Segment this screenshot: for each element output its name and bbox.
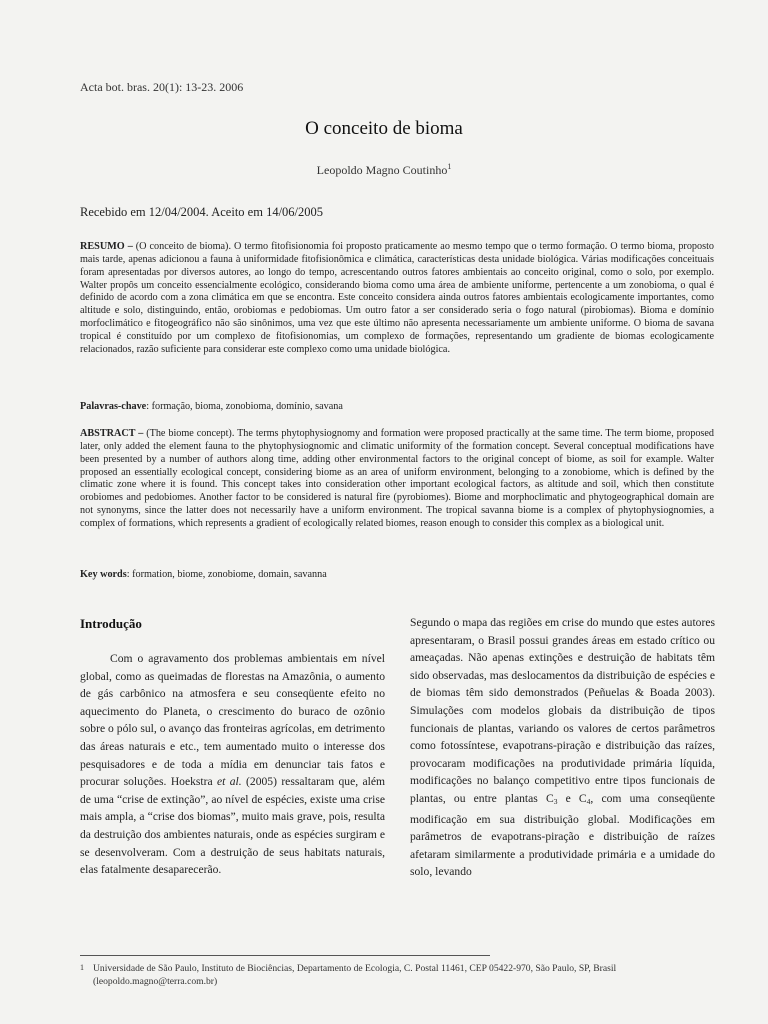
intro-left-text-1: Com o agravamento dos problemas ambientais em nível global, como as queimadas de florestas na Amazônia, o aumento de gás carbônico na atmosfera e seu conseqüente efeito no aquecimento do Planeta, o crescimento do buraco de ozônio sobre o pólo sul, o avanço das fronteiras agrícolas, em detrimento das áreas naturais e etc., tem aumentado muito o interesse dos pesquisadores e de toda a mídia em denunciar tais fatos e procurar soluções. Hoekstra bbox=[80, 652, 385, 789]
resumo-label: RESUMO – bbox=[80, 241, 133, 252]
subscript-c3: 3 bbox=[553, 796, 558, 806]
palavras-chave-text: : formação, bioma, zonobioma, domínio, savana bbox=[146, 401, 343, 412]
journal-reference: Acta bot. bras. 20(1): 13-23. 2006 bbox=[80, 80, 244, 94]
subscript-c4: 4 bbox=[586, 796, 591, 806]
palavras-chave-line bbox=[80, 401, 714, 414]
abstract-label: ABSTRACT – bbox=[80, 428, 144, 439]
et-al: et al. bbox=[217, 775, 242, 789]
author-line bbox=[0, 162, 768, 178]
key-words-label: Key words bbox=[80, 569, 127, 580]
paper-title: O conceito de bioma bbox=[305, 118, 463, 139]
intro-paragraph-continued bbox=[410, 614, 715, 881]
resumo-paragraph bbox=[80, 241, 714, 357]
key-words-text: : formation, biome, zonobiome, domain, savanna bbox=[126, 569, 327, 580]
footnote-divider bbox=[80, 955, 490, 956]
palavras-chave-label: Palavras-chave bbox=[80, 401, 147, 412]
intro-paragraph bbox=[80, 650, 385, 879]
intro-right-text-mid: e C bbox=[557, 791, 587, 805]
footnote bbox=[80, 962, 714, 988]
section-heading-introducao: Introdução bbox=[80, 616, 142, 631]
intro-right-text-2: , com uma conseqüente modificação em sua distribuição global. Modificações em parâmetros de evapotrans-piração e distribuição de raízes afetaram similarmente a produtividade primária e a umidade do solo, levando bbox=[410, 791, 715, 879]
intro-right-column bbox=[410, 614, 715, 881]
author-footnote-mark: 1 bbox=[447, 162, 452, 171]
footnote-mark: 1 bbox=[80, 963, 84, 972]
resumo-text: (O conceito de bioma). O termo fitofisionomia foi proposto praticamente ao mesmo tempo que o termo formação. O termo bioma, proposto mais tarde, apenas adicionou a fauna à uniformidade fitofisionômica e climática, características desta unidade biológica. Várias modificações conceituais foram apresentadas por diversos autores, ao longo do tempo, acrescentando outros fatores ambientais ao conceito original, como o solo, por exemplo. Walter propôs um conceito essencialmente ecológico, considerando bioma como uma área de ambiente uniforme, pertencente a um zonobioma, o qual é definido de acordo com a zona climática em que se encontra. Este conceito considera ainda outros fatores ambientais ecologicamente importantes, como altitude e solo, distinguindo, então, orobiomas e pedobiomas. Um outro fator a ser considerado seria o fogo natural (pirobiomas). Bioma e domínio morfoclimático e fitogeográfico não são sinônimos, uma vez que este último não apresenta necessariamente um ambiente uniforme. O bioma de savana tropical é constituído por um complexo de fitofisionomias, um complexo de formações, representando um gradiente de biomas ecologicamente relacionados, razão suficiente para considerar este complexo como uma unidade biológica. bbox=[80, 241, 714, 355]
received-dates: Recebido em 12/04/2004. Aceito em 14/06/2005 bbox=[80, 205, 324, 219]
abstract-paragraph bbox=[80, 428, 714, 531]
footnote-text: Universidade de São Paulo, Instituto de Biociências, Departamento de Ecologia, C. Postal 11461, CEP 05422-970, São Paulo, SP, Brasil (leopoldo.magno@terra.com.br) bbox=[93, 963, 617, 988]
intro-left-text-2: (2005) ressaltaram que, além de uma “crise de extinção”, ao nível de espécies, existe uma crise mais ampla, a “crise dos biomas”, muito mais grave, pois, resulta da destruição dos ambientes naturais, onde as espécies surgiram e se desenvolveram. Com a destruição de seus habitats naturais, elas fatalmente desaparecerão. bbox=[80, 775, 385, 877]
key-words-line bbox=[80, 569, 714, 582]
intro-left-column bbox=[80, 650, 385, 879]
intro-right-text-1: Segundo o mapa das regiões em crise do mundo que estes autores apresentaram, o Brasil possui grandes áreas em estado crítico ou ameaçadas. Não apenas extinções e destruição de habitats têm sido observadas, mas deslocamentos da distribuição de espécies e de biomas têm sido demonstrados (Peñuelas & Boada 2003). Simulações com modelos globais da distribuição de tipos funcionais de plantas, variando os valores de certos parâmetros como fotossíntese, evapotrans-piração e distribuição das raízes, provocaram modificações na produtividade primária líquida, modificações no balanço competitivo entre tipos funcionais de plantas, ou entre plantas C bbox=[410, 616, 715, 805]
author-name: Leopoldo Magno Coutinho bbox=[316, 163, 448, 177]
abstract-text: (The biome concept). The terms phytophysiognomy and formation were proposed practically at the same time. The term biome, proposed later, only added the element fauna to the phytophysiognomic and climatic uniformity of the formation concept. Several conceptual modifications have been presented by a number of authors along time, adding other environmental factors to the original concept of biome, as soil for example. Walter proposed an essentially ecological concept, considering biome as an area of uniform environment, belonging to a zonobiome, which is defined by the climatic zone where it is found. This concept takes into consideration other important ecological factors, as altitude and soil, which then constitute orobiomes and pedobiomes. Another factor to be considered is natural fire (pyrobiomes). Biome and morphoclimatic and phytogeographical domain are not synonyms, since the latter does not necessarily have a uniform environment. The tropical savanna biome is a complex of phytophysiognomies, a complex of formations, which represents a gradient of ecologically related biomes, reason enough to consider this complex as a biological unit. bbox=[80, 428, 714, 529]
